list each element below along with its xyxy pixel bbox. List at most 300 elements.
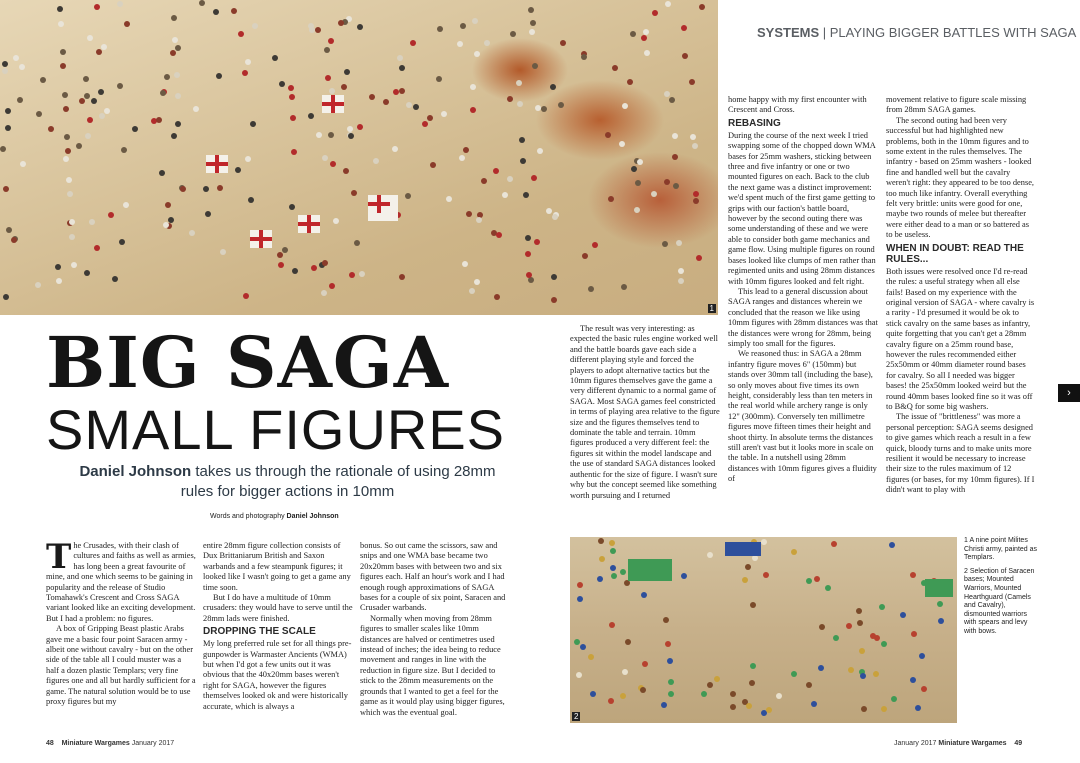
- miniature-figure: [248, 197, 254, 203]
- miniature-figure: [57, 6, 63, 12]
- miniature-figure: [535, 105, 541, 111]
- miniature-figure: [525, 251, 531, 257]
- miniature-figure: [622, 669, 628, 675]
- miniature-figure: [611, 573, 617, 579]
- miniature-figure: [848, 667, 854, 673]
- miniature-figure: [859, 648, 865, 654]
- miniature-figure: [460, 23, 466, 29]
- miniature-figure: [551, 274, 557, 280]
- miniature-figure: [329, 283, 335, 289]
- miniature-figure: [643, 29, 649, 35]
- miniature-figure: [164, 74, 170, 80]
- caption-1: 1 A nine point Milites Christi army, painted as Templars.: [964, 537, 1038, 562]
- miniature-figure: [344, 69, 350, 75]
- miniature-figure: [235, 167, 241, 173]
- miniature-figure: [552, 214, 558, 220]
- templar-flag: [206, 155, 228, 173]
- miniature-figure: [474, 279, 480, 285]
- miniature-figure: [750, 602, 756, 608]
- miniature-figure: [252, 23, 258, 29]
- miniature-figure: [48, 126, 54, 132]
- miniature-figure: [322, 260, 328, 266]
- miniature-figure: [117, 83, 123, 89]
- miniature-figure: [405, 193, 411, 199]
- miniature-figure: [496, 232, 502, 238]
- miniature-figure: [625, 639, 631, 645]
- miniature-figure: [621, 284, 627, 290]
- miniature-figure: [392, 146, 398, 152]
- miniature-figure: [216, 73, 222, 79]
- miniature-figure: [272, 55, 278, 61]
- miniature-figure: [730, 704, 736, 710]
- miniature-figure: [534, 239, 540, 245]
- saracen-banner: [628, 559, 672, 581]
- miniature-figure: [35, 282, 41, 288]
- miniature-figure: [159, 170, 165, 176]
- miniature-figure: [472, 18, 478, 24]
- paragraph: he Crusades, with their clash of cultures and faiths as well as armies, has long been a great favourite of mine, and one which seems to be gaining in popularity and the release of Studio Tomahawk's Crescent and Cross SAGA variant looked like an exciting development. But I had a problem: no figures.: [46, 541, 196, 623]
- miniature-figure: [5, 108, 11, 114]
- caption-2: 2 Selection of Saracen bases; Mounted Warriors, Mounted Hearthguard (Camels and Cavalry), dismounted warriors with spears and levy with bows.: [964, 567, 1035, 635]
- miniature-figure: [470, 107, 476, 113]
- paragraph: A box of Gripping Beast plastic Arabs gave me a basic four point Saracen army - albeit one without cavalry - but on the other side of the table all I could muster was a half a dozen plastic Templars; very fine figures one and all but hardly sufficient for a game. The natural solution would be to use proxy figures but my: [46, 624, 196, 707]
- drop-cap: T: [46, 537, 72, 577]
- miniature-figure: [121, 147, 127, 153]
- standfirst: [75, 462, 500, 502]
- miniature-figure: [619, 141, 625, 147]
- miniature-figure: [938, 618, 944, 624]
- miniature-figure: [101, 44, 107, 50]
- miniature-figure: [292, 268, 298, 274]
- miniature-figure: [531, 175, 537, 181]
- miniature-figure: [749, 680, 755, 686]
- paragraph: home happy with my first encounter with Crescent and Cross.: [728, 95, 867, 115]
- miniature-figure: [681, 25, 687, 31]
- miniature-figure: [63, 106, 69, 112]
- miniature-figure: [289, 94, 295, 100]
- miniature-figure: [76, 143, 82, 149]
- miniature-figure: [5, 125, 11, 131]
- miniature-figure: [160, 90, 166, 96]
- miniature-figure: [55, 264, 61, 270]
- miniature-figure: [745, 564, 751, 570]
- miniature-figure: [354, 240, 360, 246]
- miniature-figure: [891, 696, 897, 702]
- miniature-figure: [66, 177, 72, 183]
- miniature-figure: [668, 691, 674, 697]
- subheading: WHEN IN DOUBT: READ THE RULES...: [886, 242, 1024, 265]
- miniature-figure: [620, 693, 626, 699]
- miniature-figure: [707, 552, 713, 558]
- miniature-figure: [833, 635, 839, 641]
- miniature-figure: [605, 132, 611, 138]
- miniature-figure: [577, 596, 583, 602]
- miniature-figure: [915, 705, 921, 711]
- miniature-figure: [291, 149, 297, 155]
- miniature-figure: [750, 663, 756, 669]
- miniature-figure: [701, 691, 707, 697]
- paragraph: bonus. So out came the scissors, saw and snips and one WMA base became two 20x20mm bases with between two and six figures each. Half an hour's work and I had enough rough approximations of SAGA bases for a couple of six point, Saracen and Crusader warbands.: [360, 541, 506, 613]
- miniature-figure: [881, 641, 887, 647]
- miniature-figure: [399, 88, 405, 94]
- miniature-figure: [330, 161, 336, 167]
- miniature-figure: [580, 644, 586, 650]
- miniature-figure: [752, 555, 758, 561]
- miniature-figure: [238, 31, 244, 37]
- miniature-figure: [690, 134, 696, 140]
- miniature-figure: [612, 65, 618, 71]
- miniature-figure: [635, 180, 641, 186]
- miniature-figure: [87, 117, 93, 123]
- miniature-figure: [469, 288, 475, 294]
- miniature-figure: [678, 278, 684, 284]
- page-number: 49: [1014, 740, 1023, 747]
- miniature-figure: [171, 133, 177, 139]
- paragraph: My long preferred rule set for all things pre-gunpowder is Warmaster Ancients (WMA) but when I'd got a few units out it was obvious that the 40x20mm bases weren't right for SAGA, however the figures themselves looked ok and were historically accurate, which is always a: [203, 639, 352, 711]
- miniature-figure: [205, 211, 211, 217]
- miniature-figure: [811, 701, 817, 707]
- miniature-figure: [608, 196, 614, 202]
- subheading: DROPPING THE SCALE: [203, 626, 316, 638]
- section-label: SYSTEMS: [757, 25, 820, 40]
- miniature-figure: [165, 202, 171, 208]
- photo-number: 2: [574, 712, 579, 721]
- miniature-figure: [328, 38, 334, 44]
- miniature-figure: [410, 40, 416, 46]
- miniature-figure: [459, 155, 465, 161]
- miniature-figure: [507, 176, 513, 182]
- miniature-figure: [673, 183, 679, 189]
- miniature-figure: [642, 661, 648, 667]
- miniature-figure: [436, 76, 442, 82]
- miniature-figure: [311, 265, 317, 271]
- templar-flag: [368, 195, 398, 221]
- miniature-figure: [528, 7, 534, 13]
- miniature-figure: [308, 113, 314, 119]
- miniature-figure: [329, 88, 335, 94]
- miniature-figure: [661, 702, 667, 708]
- miniature-figure: [62, 92, 68, 98]
- miniature-figure: [523, 192, 529, 198]
- miniature-figure: [597, 576, 603, 582]
- miniature-figure: [520, 158, 526, 164]
- miniature-figure: [85, 133, 91, 139]
- miniature-figure: [576, 672, 582, 678]
- standfirst-text: takes us through the rationale of using 28mm rules for bigger actions in 10mm: [180, 463, 496, 500]
- paragraph: movement relative to figure scale missing from 28mm SAGA games.: [886, 95, 1027, 115]
- miniature-figure: [199, 0, 205, 6]
- miniature-figure: [83, 76, 89, 82]
- miniature-figure: [60, 49, 66, 55]
- miniature-figure: [588, 654, 594, 660]
- miniature-figure: [250, 121, 256, 127]
- templar-flag: [298, 215, 320, 233]
- miniature-figure: [463, 147, 469, 153]
- article-column-3: [360, 541, 510, 718]
- miniature-figure: [94, 245, 100, 251]
- miniature-figure: [879, 604, 885, 610]
- headline-sub: SMALL FIGURES: [46, 398, 506, 461]
- miniature-figure: [900, 612, 906, 618]
- miniature-figure: [64, 134, 70, 140]
- miniature-figure: [825, 585, 831, 591]
- miniature-figure: [470, 84, 476, 90]
- templar-flag: [250, 230, 272, 248]
- article-column-2: [203, 541, 353, 712]
- miniature-figure: [108, 212, 114, 218]
- miniature-figure: [348, 133, 354, 139]
- subheading: REBASING: [728, 117, 781, 129]
- miniature-figure: [667, 658, 673, 664]
- miniature-figure: [279, 81, 285, 87]
- miniature-figure: [641, 592, 647, 598]
- miniature-figure: [696, 255, 702, 261]
- paragraph: entire 28mm figure collection consists of Dux Brittaniarum British and Saxon warbands and a few steampunk figures; it looked like I wasn't going to get a game any time soon.: [203, 541, 351, 592]
- miniature-figure: [599, 556, 605, 562]
- photo-captions: [964, 537, 1039, 642]
- miniature-figure: [610, 548, 616, 554]
- miniature-figure: [0, 146, 6, 152]
- paragraph: But I do have a multitude of 10mm crusaders: they would have to serve until the 28mm lads were finished.: [203, 593, 353, 623]
- miniature-figure: [672, 133, 678, 139]
- miniature-figure: [341, 84, 347, 90]
- miniature-figure: [69, 234, 75, 240]
- miniature-figure: [357, 124, 363, 130]
- miniature-figure: [3, 294, 9, 300]
- miniature-figure: [242, 70, 248, 76]
- miniature-figure: [919, 653, 925, 659]
- miniature-figure: [630, 31, 636, 37]
- miniature-figure: [174, 72, 180, 78]
- miniature-figure: [791, 671, 797, 677]
- miniature-figure: [79, 98, 85, 104]
- miniature-figure: [763, 572, 769, 578]
- miniature-figure: [316, 132, 322, 138]
- miniature-figure: [373, 158, 379, 164]
- miniature-figure: [910, 572, 916, 578]
- miniature-figure: [516, 80, 522, 86]
- folio-left: [46, 740, 174, 747]
- miniature-figure: [693, 191, 699, 197]
- miniature-figure: [406, 102, 412, 108]
- miniature-figure: [474, 51, 480, 57]
- paragraph: Both issues were resolved once I'd re-read the rules: a useful strategy when all else fails! Based on my experience with the original version of SAGA - where cavalry is a rarity - I'd presumed it would be ok to stick cavalry on the same bases as infantry, quite forgetting that you can't get a 28mm cavalry figure on a 25mm round base, however the rules recommended either 25x50mm or 40mm diameter round bases for cavalry. So all I needed was bigger bases! the 25x50mm looked weird but the round 40mm bases looked fine so it was off to B&Q for some big washers.: [886, 266, 1035, 411]
- miniature-figure: [651, 191, 657, 197]
- templar-flag: [322, 95, 344, 113]
- miniature-figure: [692, 143, 698, 149]
- miniature-figure: [881, 706, 887, 712]
- miniature-figure: [551, 297, 557, 303]
- miniature-figure: [170, 50, 176, 56]
- miniature-figure: [558, 102, 564, 108]
- miniature-figure: [476, 217, 482, 223]
- miniature-figure: [714, 676, 720, 682]
- miniature-figure: [328, 132, 334, 138]
- miniature-figure: [525, 235, 531, 241]
- miniature-figure: [640, 687, 646, 693]
- miniature-figure: [333, 218, 339, 224]
- miniature-figure: [71, 262, 77, 268]
- miniature-figure: [163, 222, 169, 228]
- miniature-figure: [669, 97, 675, 103]
- miniature-figure: [193, 106, 199, 112]
- miniature-figure: [494, 294, 500, 300]
- miniature-figure: [124, 21, 130, 27]
- miniature-figure: [245, 156, 251, 162]
- miniature-figure: [873, 671, 879, 677]
- miniature-figure: [3, 186, 9, 192]
- miniature-figure: [610, 565, 616, 571]
- saracen-banner: [725, 542, 761, 556]
- miniature-figure: [528, 277, 534, 283]
- folio-right: [894, 740, 1022, 747]
- miniature-figure: [11, 237, 17, 243]
- miniature-figure: [689, 79, 695, 85]
- miniature-figure: [921, 686, 927, 692]
- miniature-figure: [63, 156, 69, 162]
- miniature-figure: [351, 190, 357, 196]
- photo-number: 1: [709, 304, 714, 313]
- page-number: 48: [46, 740, 54, 747]
- miniature-figure: [359, 271, 365, 277]
- miniature-figure: [84, 93, 90, 99]
- miniature-figure: [588, 286, 594, 292]
- miniature-figure: [493, 168, 499, 174]
- miniature-figure: [598, 538, 604, 544]
- miniature-figure: [19, 64, 25, 70]
- miniature-figure: [577, 582, 583, 588]
- miniature-figure: [664, 179, 670, 185]
- headline-main: BIG SAGA: [46, 321, 450, 404]
- miniature-figure: [437, 26, 443, 32]
- miniature-figure: [746, 703, 752, 709]
- miniature-figure: [245, 59, 251, 65]
- magazine-name: Miniature Wargames: [938, 740, 1007, 747]
- miniature-figure: [324, 47, 330, 53]
- miniature-figure: [529, 29, 535, 35]
- miniature-figure: [308, 23, 314, 29]
- miniature-figure: [213, 9, 219, 15]
- miniature-figure: [582, 253, 588, 259]
- miniature-figure: [481, 178, 487, 184]
- miniature-figure: [13, 55, 19, 61]
- miniature-figure: [665, 641, 671, 647]
- miniature-figure: [231, 8, 237, 14]
- miniature-figure: [637, 159, 643, 165]
- miniature-figure: [422, 121, 428, 127]
- paragraph: The second outing had been very successful but had highlighted new problems, both in the 10mm figures and to some extent in the rules themselves. The infantry - based on 25mm washers - looked fine and handled well but the cavalry weren't right: they appeared to be too dense, too much like infantry. Overall everything felt very brittle: units were good for one, maybe two rounds of melee but thereafter were either dead to a man or so battered as to be useless.: [886, 115, 1035, 240]
- miniature-figure: [910, 677, 916, 683]
- miniature-figure: [175, 121, 181, 127]
- miniature-figure: [175, 45, 181, 51]
- miniature-figure: [89, 219, 95, 225]
- miniature-figure: [664, 91, 670, 97]
- miniature-figure: [397, 55, 403, 61]
- miniature-figure: [40, 77, 46, 83]
- issue-date: January 2017: [894, 740, 937, 747]
- miniature-figure: [217, 185, 223, 191]
- paragraph: The result was very interesting: as expected the basic rules engine worked well and the battle boards gave each side a different playing style and forced the players to adopt alternative tactics but the 10mm figures themselves gave the game a very different dynamic to a normal game of SAGA. Most SAGA games feel constricted in terms of playing area relative to the figure size and the figures themselves tend to dominate the table and terrain. 10mm figures produced a very different feel: the figures sit within the model landscape and the use of standard SAGA distances looked authentic for the size of figure. I wasn't sure why but the concept seemed like something worth pursuing and I returned: [570, 324, 720, 500]
- miniature-figure: [510, 31, 516, 37]
- miniature-figure: [517, 101, 523, 107]
- miniature-figure: [814, 576, 820, 582]
- miniature-figure: [530, 20, 536, 26]
- miniature-figure: [590, 691, 596, 697]
- miniature-figure: [672, 154, 678, 160]
- miniature-figure: [532, 63, 538, 69]
- miniature-figure: [203, 186, 209, 192]
- miniature-figure: [609, 540, 615, 546]
- miniature-figure: [860, 673, 866, 679]
- miniature-figure: [290, 115, 296, 121]
- miniature-figure: [631, 166, 637, 172]
- miniature-figure: [665, 1, 671, 7]
- miniature-figure: [870, 633, 876, 639]
- miniature-figure: [430, 162, 436, 168]
- miniature-figure: [289, 204, 295, 210]
- miniature-figure: [282, 247, 288, 253]
- miniature-figure: [699, 4, 705, 10]
- miniature-figure: [682, 53, 688, 59]
- miniature-figure: [766, 707, 772, 713]
- miniature-figure: [2, 68, 8, 74]
- miniature-figure: [457, 41, 463, 47]
- miniature-figure: [693, 198, 699, 204]
- miniature-figure: [806, 682, 812, 688]
- saracen-bases-photo: [570, 537, 957, 723]
- miniature-figure: [846, 623, 852, 629]
- miniature-figure: [831, 541, 837, 547]
- miniature-figure: [730, 691, 736, 697]
- miniature-figure: [678, 268, 684, 274]
- miniature-figure: [856, 608, 862, 614]
- paragraph: The issue of "brittleness" was more a personal perception: SAGA seems designed to give games which reach a result in a few quick, bloody turns and to make units more resilient it would be necessary to increase their size to the rules maximum of 12 figures (or bases, for my 10mm figures). If I didn't want to play with: [886, 412, 1035, 495]
- miniature-figure: [175, 93, 181, 99]
- miniature-figure: [119, 239, 125, 245]
- miniature-figure: [707, 682, 713, 688]
- miniature-figure: [560, 40, 566, 46]
- miniature-figure: [609, 622, 615, 628]
- miniature-figure: [277, 252, 283, 258]
- miniature-figure: [681, 573, 687, 579]
- miniature-figure: [413, 104, 419, 110]
- miniature-figure: [608, 698, 614, 704]
- miniature-figure: [325, 75, 331, 81]
- section-title: PLAYING BIGGER BATTLES WITH SAGA: [829, 25, 1077, 40]
- miniature-figure: [446, 196, 452, 202]
- miniature-figure: [168, 217, 174, 223]
- miniature-figure: [98, 89, 104, 95]
- issue-date: January 2017: [131, 740, 175, 747]
- miniature-figure: [172, 37, 178, 43]
- miniature-figure: [663, 617, 669, 623]
- miniature-figure: [2, 61, 8, 67]
- miniature-figure: [537, 148, 543, 154]
- miniature-figure: [427, 115, 433, 121]
- miniature-figure: [347, 126, 353, 132]
- miniature-figure: [620, 569, 626, 575]
- miniature-figure: [484, 40, 490, 46]
- credit-name: Daniel Johnson: [286, 513, 339, 520]
- miniature-figure: [652, 10, 658, 16]
- miniature-figure: [546, 208, 552, 214]
- miniature-figure: [357, 24, 363, 30]
- miniature-figure: [644, 50, 650, 56]
- miniature-figure: [6, 227, 12, 233]
- miniature-figure: [574, 639, 580, 645]
- miniature-figure: [550, 84, 556, 90]
- miniature-figure: [383, 99, 389, 105]
